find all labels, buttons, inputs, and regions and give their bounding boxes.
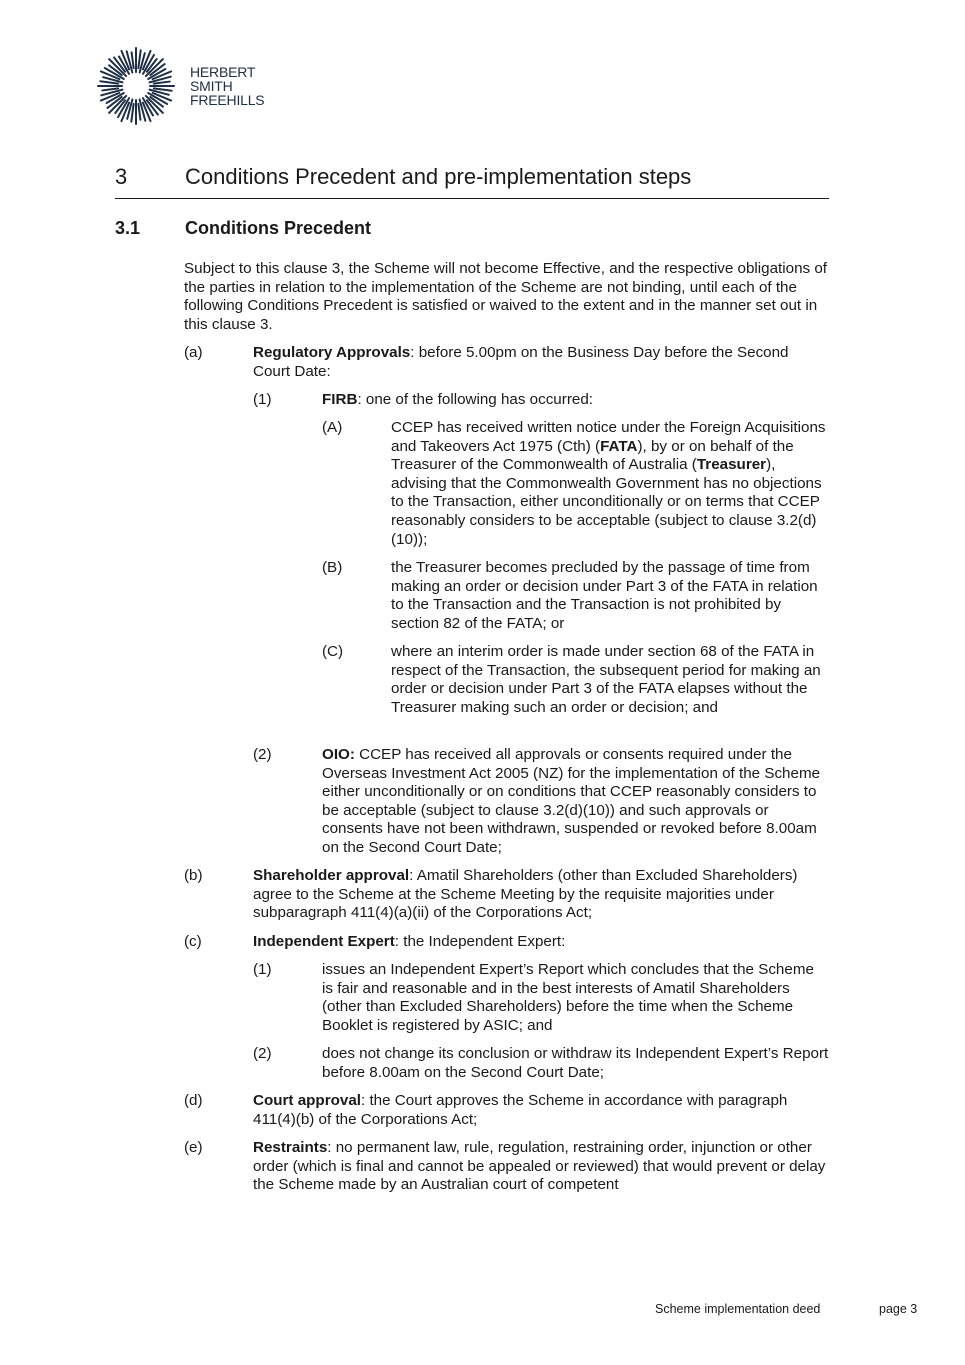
item-heading: Independent Expert: [253, 933, 395, 950]
item-body: where an interim order is made under section 68 of the FATA in respect of the Transaction, the subsequent period for making an order or decision under Part 3 of the FATA elapses without the Treasurer making such an order or decision; and: [391, 643, 821, 716]
footer-page-number: page 3: [879, 1302, 918, 1316]
item-heading: Court approval: [253, 1092, 362, 1109]
logo-line-3: FREEHILLS: [190, 92, 265, 108]
item-label: (B): [322, 559, 343, 576]
item-body: [253, 867, 829, 923]
item-label: (1): [253, 961, 272, 978]
item-text-1: CCEP has received written notice under the Foreign Acquisitions and Takeovers Act 1975 (Cth) (: [391, 419, 826, 455]
logo-line-1: HERBERT: [190, 64, 256, 80]
logo-line-2: SMITH: [190, 78, 233, 94]
item-label: (2): [253, 1045, 272, 1062]
defined-term-fata: FATA: [600, 437, 638, 455]
item-text: : one of the following has occurred:: [357, 391, 593, 408]
item-text-3: ), advising that the Commonwealth Government has no objections to the Transaction, either unconditionally or on terms that CCEP reasonably considers to be acceptable (subject to clause 3.2(d)(10));: [391, 456, 822, 548]
item-label: (b): [184, 867, 203, 884]
item-body: [322, 391, 829, 410]
item-body: [391, 419, 829, 549]
section-number: 3: [115, 164, 128, 189]
item-text-2: ), by or on behalf of the Treasurer of the Commonwealth of Australia (: [391, 437, 794, 474]
item-text: : no permanent law, rule, regulation, restraining order, injunction or other order (which is final and cannot be appealed or reviewed) that would prevent or delay the Scheme made by an Australian court of competent: [253, 1139, 826, 1194]
item-label: (A): [322, 419, 343, 436]
item-label: (a): [184, 344, 203, 361]
item-heading: Regulatory Approvals: [253, 344, 411, 361]
item-label: (2): [253, 746, 272, 763]
intro-paragraph: Subject to this clause 3, the Scheme will not become Effective, and the respective obligations of the parties in relation to the implementation of the Scheme are not binding, until each of the following Conditions Precedent is satisfied or waived to the extent and in the manner set out in this clause 3.: [184, 260, 828, 333]
item-heading: Restraints: [253, 1139, 328, 1156]
item-label: (C): [322, 643, 344, 660]
item-label: (d): [184, 1092, 203, 1109]
item-text: : the Independent Expert:: [394, 933, 566, 950]
item-heading: Shareholder approval: [253, 867, 410, 884]
item-label: (e): [184, 1139, 203, 1156]
section-heading: [115, 164, 829, 199]
item-body: issues an Independent Expert’s Report which concludes that the Scheme is fair and reasonable and in the best interests of Amatil Shareholders (other than Excluded Shareholders) before the time when the Scheme Booklet is registered by ASIC; and: [322, 961, 814, 1034]
defined-term-treasurer: Treasurer: [696, 456, 767, 474]
item-body: the Treasurer becomes precluded by the passage of time from making an order or decision under Part 3 of the FATA in relation to the Transaction and the Transaction is not prohibited by section 82 of the FATA; or: [391, 559, 818, 632]
item-body: [322, 746, 829, 858]
item-label: (c): [184, 933, 202, 950]
firm-logo: [96, 46, 286, 126]
subsection-title: Conditions Precedent: [185, 218, 372, 238]
item-heading: OIO:: [322, 746, 355, 763]
sunburst-logo-icon: [96, 46, 176, 126]
item-text: CCEP has received all approvals or consents required under the Overseas Investment Act 2005 (NZ) for the implementation of the Scheme either unconditionally or on conditions that CCEP reasonably considers to be acceptable (subject to clause 3.2(d)(10)) and such approvals or consents have not been withdrawn, suspended or revoked before 8.00am on the Second Court Date;: [322, 746, 821, 856]
item-body: [253, 344, 829, 381]
item-text: : the Court approves the Scheme in accordance with paragraph 411(4)(b) of the Corporations Act;: [253, 1092, 788, 1128]
item-heading: FIRB: [322, 391, 358, 408]
logo-text: [190, 65, 264, 107]
item-text: : before 5.00pm on the Business Day before the Second Court Date:: [253, 344, 789, 380]
item-body: [253, 1139, 829, 1195]
section-title: Conditions Precedent and pre-implementation steps: [185, 164, 692, 189]
subsection-number: 3.1: [115, 218, 141, 238]
item-body: does not change its conclusion or withdraw its Independent Expert’s Report before 8.00am on the Second Court Date;: [322, 1045, 829, 1081]
item-label: (1): [253, 391, 272, 408]
item-body: [253, 933, 829, 952]
item-body: [253, 1092, 829, 1129]
item-text: : Amatil Shareholders (other than Excluded Shareholders) agree to the Scheme at the Scheme Meeting by the requisite majorities under subparagraph 411(4)(a)(ii) of the Corporations Act;: [253, 867, 798, 922]
footer-doc-title: Scheme implementation deed: [655, 1302, 821, 1316]
